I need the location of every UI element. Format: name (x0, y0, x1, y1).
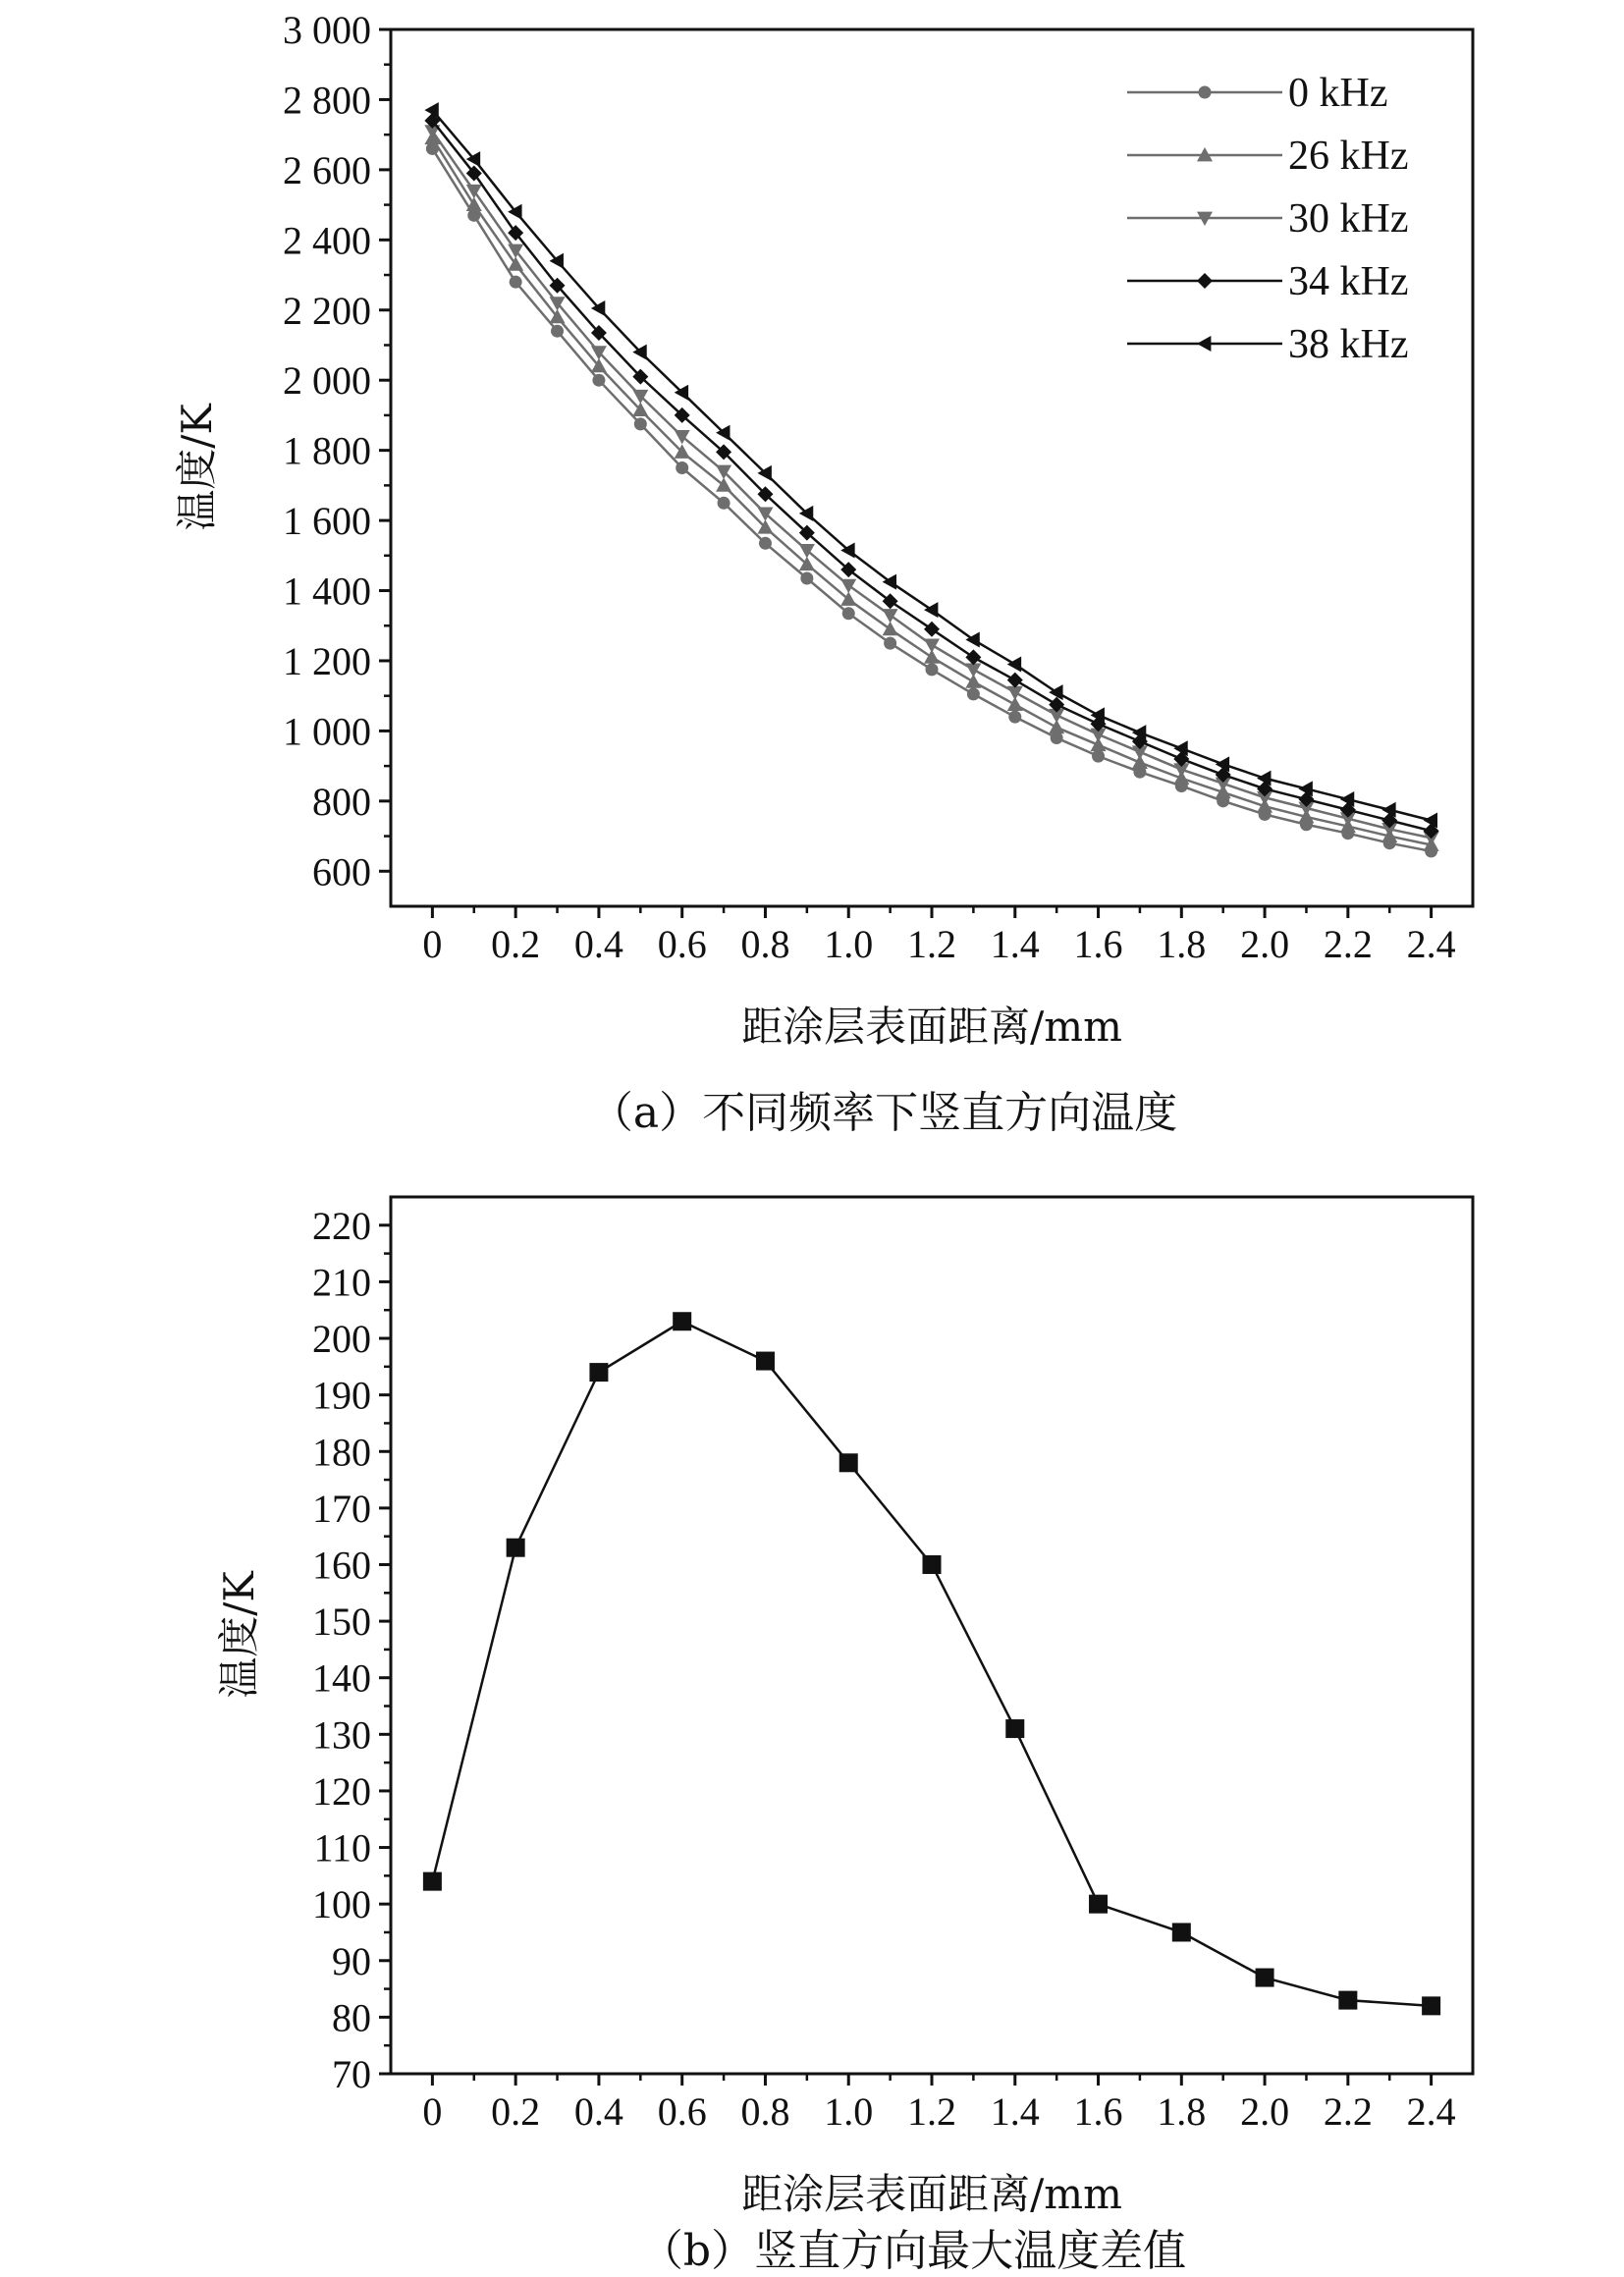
data-point (756, 1352, 775, 1371)
legend-label: 0 kHz (1288, 71, 1388, 116)
x-tick-label: 1.4 (990, 2089, 1040, 2134)
y-tick-label: 120 (312, 1768, 371, 1814)
x-tick-label: 0.6 (657, 2089, 707, 2134)
x-tick-label: 0.2 (491, 922, 541, 966)
y-tick-label: 600 (312, 849, 371, 895)
data-point (1089, 1895, 1108, 1914)
y-tick-label: 90 (332, 1938, 371, 1983)
data-point (718, 497, 731, 510)
x-tick-label: 2.4 (1406, 2089, 1456, 2134)
data-point (1008, 711, 1021, 724)
y-tick-label: 1 200 (283, 638, 371, 683)
chart-b-caption: （b）竖直方向最大温度差值 (639, 2226, 1187, 2276)
legend-marker (1197, 336, 1211, 352)
legend-label: 34 kHz (1288, 259, 1409, 304)
x-tick-label: 2.0 (1240, 2089, 1290, 2134)
series-line-2 (432, 132, 1431, 839)
x-tick-label: 2.2 (1323, 2089, 1373, 2134)
data-point (1007, 657, 1021, 673)
chart-b-y-axis-title: 温度/K (215, 1571, 263, 1699)
chart-a-y-axis-title: 温度/K (173, 404, 221, 531)
chart-b-plot-frame (391, 1197, 1473, 2074)
x-tick-label: 1.8 (1157, 922, 1207, 966)
data-point (676, 461, 688, 474)
x-tick-label: 2.2 (1323, 922, 1373, 966)
y-tick-label: 2 400 (283, 218, 371, 263)
chart-b-series (423, 1312, 1440, 2015)
x-tick-label: 0.4 (573, 2089, 623, 2134)
x-tick-label: 1.2 (907, 2089, 956, 2134)
data-point (1422, 1996, 1440, 2015)
x-tick-label: 0.8 (740, 922, 790, 966)
data-point (800, 572, 813, 585)
series-line-0 (432, 1322, 1431, 2006)
x-tick-label: 1.6 (1073, 2089, 1123, 2134)
y-tick-label: 160 (312, 1543, 371, 1588)
x-tick-label: 0.6 (657, 922, 707, 966)
y-tick-label: 1 600 (283, 499, 371, 544)
data-point (926, 663, 939, 676)
series-line-1 (432, 138, 1431, 845)
x-tick-label: 2.0 (1240, 922, 1290, 966)
legend-marker (1199, 86, 1212, 99)
data-point (1007, 673, 1023, 688)
data-point (924, 602, 938, 618)
x-tick-label: 1.0 (824, 922, 874, 966)
chart-a-caption: （a）不同频率下竖直方向温度 (589, 1088, 1178, 1138)
data-point (967, 687, 980, 700)
y-tick-label: 70 (332, 2052, 371, 2096)
x-tick-label: 0.8 (740, 2089, 790, 2134)
chart-b (215, 1197, 1473, 2276)
data-point (1005, 1719, 1024, 1738)
chart-b-y-ticks (312, 1204, 391, 2096)
chart-a-series (424, 102, 1438, 857)
y-tick-label: 220 (312, 1203, 371, 1248)
data-point (592, 374, 605, 387)
data-point (965, 663, 981, 677)
y-tick-label: 100 (312, 1882, 371, 1927)
data-point (924, 622, 940, 637)
data-point (634, 417, 647, 430)
data-point (423, 1872, 442, 1891)
data-point (1338, 1991, 1357, 2010)
data-point (551, 325, 564, 338)
series-line-3 (432, 121, 1431, 831)
x-tick-label: 1.4 (990, 922, 1040, 966)
data-point (923, 1555, 942, 1574)
y-tick-label: 190 (312, 1373, 371, 1418)
y-tick-label: 210 (312, 1260, 371, 1305)
chart-b-x-axis-title: 距涂层表面距离/mm (741, 2170, 1122, 2218)
chart-a-y-ticks (283, 8, 391, 894)
data-point (924, 638, 940, 652)
data-point (842, 607, 855, 620)
x-tick-label: 0 (422, 922, 443, 966)
data-point (1172, 1923, 1191, 1941)
data-point (1092, 750, 1105, 763)
y-tick-label: 140 (312, 1655, 371, 1701)
legend-label: 26 kHz (1288, 134, 1409, 179)
y-tick-label: 130 (312, 1712, 371, 1758)
y-tick-label: 1 000 (283, 709, 371, 754)
y-tick-label: 800 (312, 779, 371, 824)
x-tick-label: 1.6 (1073, 922, 1123, 966)
series-line-0 (432, 148, 1431, 850)
data-point (840, 579, 856, 593)
legend-marker (1197, 273, 1213, 289)
y-tick-label: 1 800 (283, 428, 371, 473)
y-tick-label: 2 200 (283, 288, 371, 333)
series-line-4 (432, 110, 1431, 820)
data-point (673, 1312, 691, 1330)
chart-a-x-axis-title: 距涂层表面距离/mm (741, 1003, 1122, 1051)
data-point (510, 276, 522, 289)
data-point (1256, 1969, 1274, 1987)
data-point (589, 1363, 608, 1382)
y-tick-label: 80 (332, 1995, 371, 2040)
chart-b-x-ticks (422, 2074, 1455, 2134)
y-tick-label: 110 (313, 1825, 371, 1870)
data-point (883, 622, 898, 635)
y-tick-label: 2 800 (283, 78, 371, 123)
data-point (883, 609, 898, 623)
legend-label: 38 kHz (1288, 322, 1409, 367)
x-tick-label: 0 (422, 2089, 443, 2134)
x-tick-label: 1.2 (907, 922, 956, 966)
data-point (965, 649, 981, 665)
data-point (1007, 686, 1023, 700)
data-point (884, 637, 896, 650)
y-tick-label: 2 600 (283, 147, 371, 192)
data-point (759, 537, 772, 550)
x-tick-label: 0.2 (491, 2089, 541, 2134)
y-tick-label: 1 400 (283, 569, 371, 614)
y-tick-label: 200 (312, 1317, 371, 1362)
x-tick-label: 1.0 (824, 2089, 874, 2134)
y-tick-label: 180 (312, 1430, 371, 1475)
y-tick-label: 2 000 (283, 358, 371, 404)
y-tick-label: 150 (312, 1599, 371, 1645)
data-point (507, 1539, 525, 1557)
x-tick-label: 2.4 (1406, 922, 1456, 966)
data-point (839, 1453, 858, 1472)
y-tick-label: 170 (312, 1486, 371, 1531)
x-tick-label: 0.4 (573, 922, 623, 966)
chart-a (173, 8, 1473, 1138)
x-tick-label: 1.8 (1157, 2089, 1207, 2134)
chart-a-legend (1127, 71, 1408, 367)
legend-label: 30 kHz (1288, 196, 1409, 242)
chart-a-x-ticks (422, 906, 1455, 966)
y-tick-label: 3 000 (283, 8, 371, 52)
